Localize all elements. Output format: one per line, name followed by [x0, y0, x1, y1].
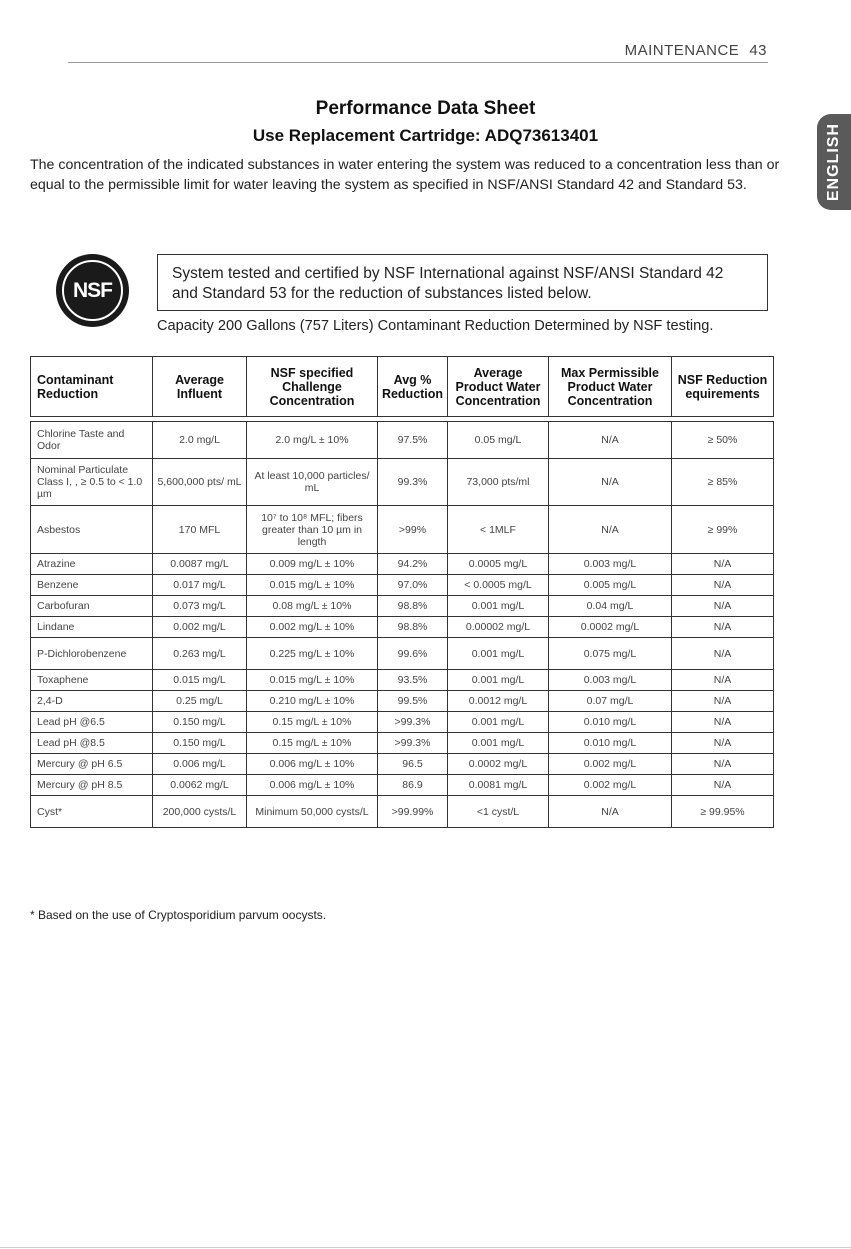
table-cell: 73,000 pts/ml — [448, 459, 549, 506]
table-cell: 0.15 mg/L ± 10% — [247, 733, 378, 754]
table-row — [31, 422, 774, 459]
table-cell: < 1MLF — [448, 506, 549, 554]
table-cell: 0.150 mg/L — [153, 712, 247, 733]
language-tab-label: ENGLISH — [825, 122, 842, 202]
contaminant-name-cell: 2,4-D — [31, 691, 153, 712]
header-divider — [68, 62, 768, 63]
contaminant-name-cell: Carbofuran — [31, 596, 153, 617]
table-cell: 0.015 mg/L ± 10% — [247, 670, 378, 691]
nsf-logo-text: NSF — [73, 278, 112, 302]
table-cell: 0.25 mg/L — [153, 691, 247, 712]
table-row — [31, 796, 774, 828]
section-header — [625, 42, 767, 59]
table-cell: 0.0002 mg/L — [448, 754, 549, 775]
table-cell: 0.006 mg/L — [153, 754, 247, 775]
column-header: Average Influent — [153, 357, 247, 417]
table-cell: 0.010 mg/L — [549, 733, 672, 754]
table-cell: 97.0% — [378, 575, 448, 596]
table-cell: 94.2% — [378, 554, 448, 575]
table-row — [31, 712, 774, 733]
table-cell: N/A — [549, 459, 672, 506]
table-cell: 170 MFL — [153, 506, 247, 554]
table-cell: 0.015 mg/L ± 10% — [247, 575, 378, 596]
table-cell: 86.9 — [378, 775, 448, 796]
column-header: NSF specified Challenge Concentration — [247, 357, 378, 417]
table-cell: 2.0 mg/L ± 10% — [247, 422, 378, 459]
table-cell: 10⁷ to 10⁸ MFL; fibers greater than 10 µm in length — [247, 506, 378, 554]
section-name: MAINTENANCE — [624, 42, 740, 59]
table-cell: 99.5% — [378, 691, 448, 712]
contaminant-name-cell: Chlorine Taste and Odor — [31, 422, 153, 459]
page-subtitle: Use Replacement Cartridge: ADQ73613401 — [252, 126, 599, 145]
page-title: Performance Data Sheet — [315, 98, 536, 119]
table-cell: N/A — [672, 575, 774, 596]
table-cell: >99.3% — [378, 733, 448, 754]
contaminant-name-cell: Lindane — [31, 617, 153, 638]
table-cell: 93.5% — [378, 670, 448, 691]
footnote: * Based on the use of Cryptosporidium parvum oocysts. — [30, 908, 327, 922]
contaminant-name-cell: Mercury @ pH 8.5 — [31, 775, 153, 796]
table-cell: 5,600,000 pts/ mL — [153, 459, 247, 506]
table-cell: N/A — [672, 617, 774, 638]
table-cell: 0.00002 mg/L — [448, 617, 549, 638]
table-cell: 0.010 mg/L — [549, 712, 672, 733]
table-cell: 99.6% — [378, 638, 448, 670]
table-cell: 0.0005 mg/L — [448, 554, 549, 575]
table-cell: <1 cyst/L — [448, 796, 549, 828]
table-cell: 0.15 mg/L ± 10% — [247, 712, 378, 733]
table-cell: N/A — [549, 422, 672, 459]
certification-box: System tested and certified by NSF International against NSF/ANSI Standard 42 and Standard 53 for the reduction of substances listed below. — [157, 254, 768, 311]
table-cell: >99% — [378, 506, 448, 554]
table-cell: 0.001 mg/L — [448, 733, 549, 754]
table-cell: 0.210 mg/L ± 10% — [247, 691, 378, 712]
table-cell: 2.0 mg/L — [153, 422, 247, 459]
table-row — [31, 554, 774, 575]
table-cell: N/A — [672, 754, 774, 775]
table-cell: N/A — [672, 596, 774, 617]
table-cell: 98.8% — [378, 617, 448, 638]
table-cell: >99.3% — [378, 712, 448, 733]
table-row — [31, 670, 774, 691]
table-cell: >99.99% — [378, 796, 448, 828]
table-cell: 0.073 mg/L — [153, 596, 247, 617]
table-cell: < 0.0005 mg/L — [448, 575, 549, 596]
table-row — [31, 506, 774, 554]
contaminant-name-cell: Lead pH @6.5 — [31, 712, 153, 733]
table-row — [31, 617, 774, 638]
table-cell: 0.0002 mg/L — [549, 617, 672, 638]
table-cell: 0.003 mg/L — [549, 554, 672, 575]
table-cell: 200,000 cysts/L — [153, 796, 247, 828]
table-cell: 0.075 mg/L — [549, 638, 672, 670]
column-header: Max Permissible Product Water Concentration — [549, 357, 672, 417]
table-cell: Minimum 50,000 cysts/L — [247, 796, 378, 828]
page-number: 43 — [749, 42, 767, 59]
contaminant-name-cell: Mercury @ pH 6.5 — [31, 754, 153, 775]
table-cell: 98.8% — [378, 596, 448, 617]
table-cell: 0.263 mg/L — [153, 638, 247, 670]
table-cell: ≥ 99% — [672, 506, 774, 554]
table-cell: 0.002 mg/L ± 10% — [247, 617, 378, 638]
table-cell: 0.001 mg/L — [448, 712, 549, 733]
contaminant-name-cell: Atrazine — [31, 554, 153, 575]
contaminant-name-cell: Toxaphene — [31, 670, 153, 691]
table-cell: 0.002 mg/L — [549, 775, 672, 796]
table-cell: 0.015 mg/L — [153, 670, 247, 691]
table-row — [31, 754, 774, 775]
table-cell: N/A — [672, 775, 774, 796]
table-cell: 0.001 mg/L — [448, 596, 549, 617]
contaminant-name-cell: Benzene — [31, 575, 153, 596]
table-cell: 0.006 mg/L ± 10% — [247, 754, 378, 775]
nsf-logo-ring — [62, 260, 123, 321]
table-cell: 0.001 mg/L — [448, 638, 549, 670]
table-cell: 0.006 mg/L ± 10% — [247, 775, 378, 796]
table-row — [31, 459, 774, 506]
table-header-row — [31, 357, 774, 417]
contaminant-name-cell: Nominal Particulate Class I, , ≥ 0.5 to < 1.0 µm — [31, 459, 153, 506]
table-cell: N/A — [672, 712, 774, 733]
table-cell: ≥ 99.95% — [672, 796, 774, 828]
table-cell: N/A — [672, 691, 774, 712]
table-cell: 0.002 mg/L — [549, 754, 672, 775]
table-cell: 0.0062 mg/L — [153, 775, 247, 796]
table-cell: ≥ 50% — [672, 422, 774, 459]
table-cell: N/A — [672, 670, 774, 691]
table-cell: N/A — [549, 796, 672, 828]
table-cell: 0.005 mg/L — [549, 575, 672, 596]
table-cell: N/A — [549, 506, 672, 554]
column-header: Average Product Water Concentration — [448, 357, 549, 417]
table-cell: 99.3% — [378, 459, 448, 506]
table-cell: 0.003 mg/L — [549, 670, 672, 691]
contaminant-name-cell: P-Dichlorobenzene — [31, 638, 153, 670]
table-cell: 0.08 mg/L ± 10% — [247, 596, 378, 617]
nsf-logo — [56, 254, 129, 327]
contaminant-name-cell: Cyst* — [31, 796, 153, 828]
table-cell: N/A — [672, 638, 774, 670]
table-cell: 0.009 mg/L ± 10% — [247, 554, 378, 575]
table-cell: At least 10,000 particles/ mL — [247, 459, 378, 506]
column-header: Contaminant Reduction — [31, 357, 153, 417]
table-cell: 0.017 mg/L — [153, 575, 247, 596]
table-cell: 96.5 — [378, 754, 448, 775]
table-cell: 0.0087 mg/L — [153, 554, 247, 575]
column-header: NSF Reduction equirements — [672, 357, 774, 417]
table-row — [31, 775, 774, 796]
table-cell: 97.5% — [378, 422, 448, 459]
table-cell: 0.001 mg/L — [448, 670, 549, 691]
table-cell: 0.002 mg/L — [153, 617, 247, 638]
table-cell: 0.04 mg/L — [549, 596, 672, 617]
table-cell: 0.0012 mg/L — [448, 691, 549, 712]
column-header: Avg % Reduction — [378, 357, 448, 417]
table-body — [31, 417, 774, 828]
table-cell: 0.0081 mg/L — [448, 775, 549, 796]
table-cell: 0.150 mg/L — [153, 733, 247, 754]
capacity-note: Capacity 200 Gallons (757 Liters) Contaminant Reduction Determined by NSF testing. — [157, 318, 714, 334]
table-row — [31, 575, 774, 596]
table-cell: N/A — [672, 554, 774, 575]
table-row — [31, 691, 774, 712]
table-row — [31, 596, 774, 617]
contaminant-name-cell: Lead pH @8.5 — [31, 733, 153, 754]
table-cell: ≥ 85% — [672, 459, 774, 506]
table-cell: N/A — [672, 733, 774, 754]
performance-table — [30, 356, 774, 828]
intro-paragraph: The concentration of the indicated substances in water entering the system was reduced to a concentration less than or equal to the permissible limit for water leaving the system as specified in NSF/ANSI Standard 42 and Standard 53. — [30, 157, 780, 193]
table-cell: 0.225 mg/L ± 10% — [247, 638, 378, 670]
table-cell: 0.05 mg/L — [448, 422, 549, 459]
contaminant-name-cell: Asbestos — [31, 506, 153, 554]
table-row — [31, 638, 774, 670]
bottom-divider — [0, 1247, 851, 1248]
table-row — [31, 733, 774, 754]
table-cell: 0.07 mg/L — [549, 691, 672, 712]
